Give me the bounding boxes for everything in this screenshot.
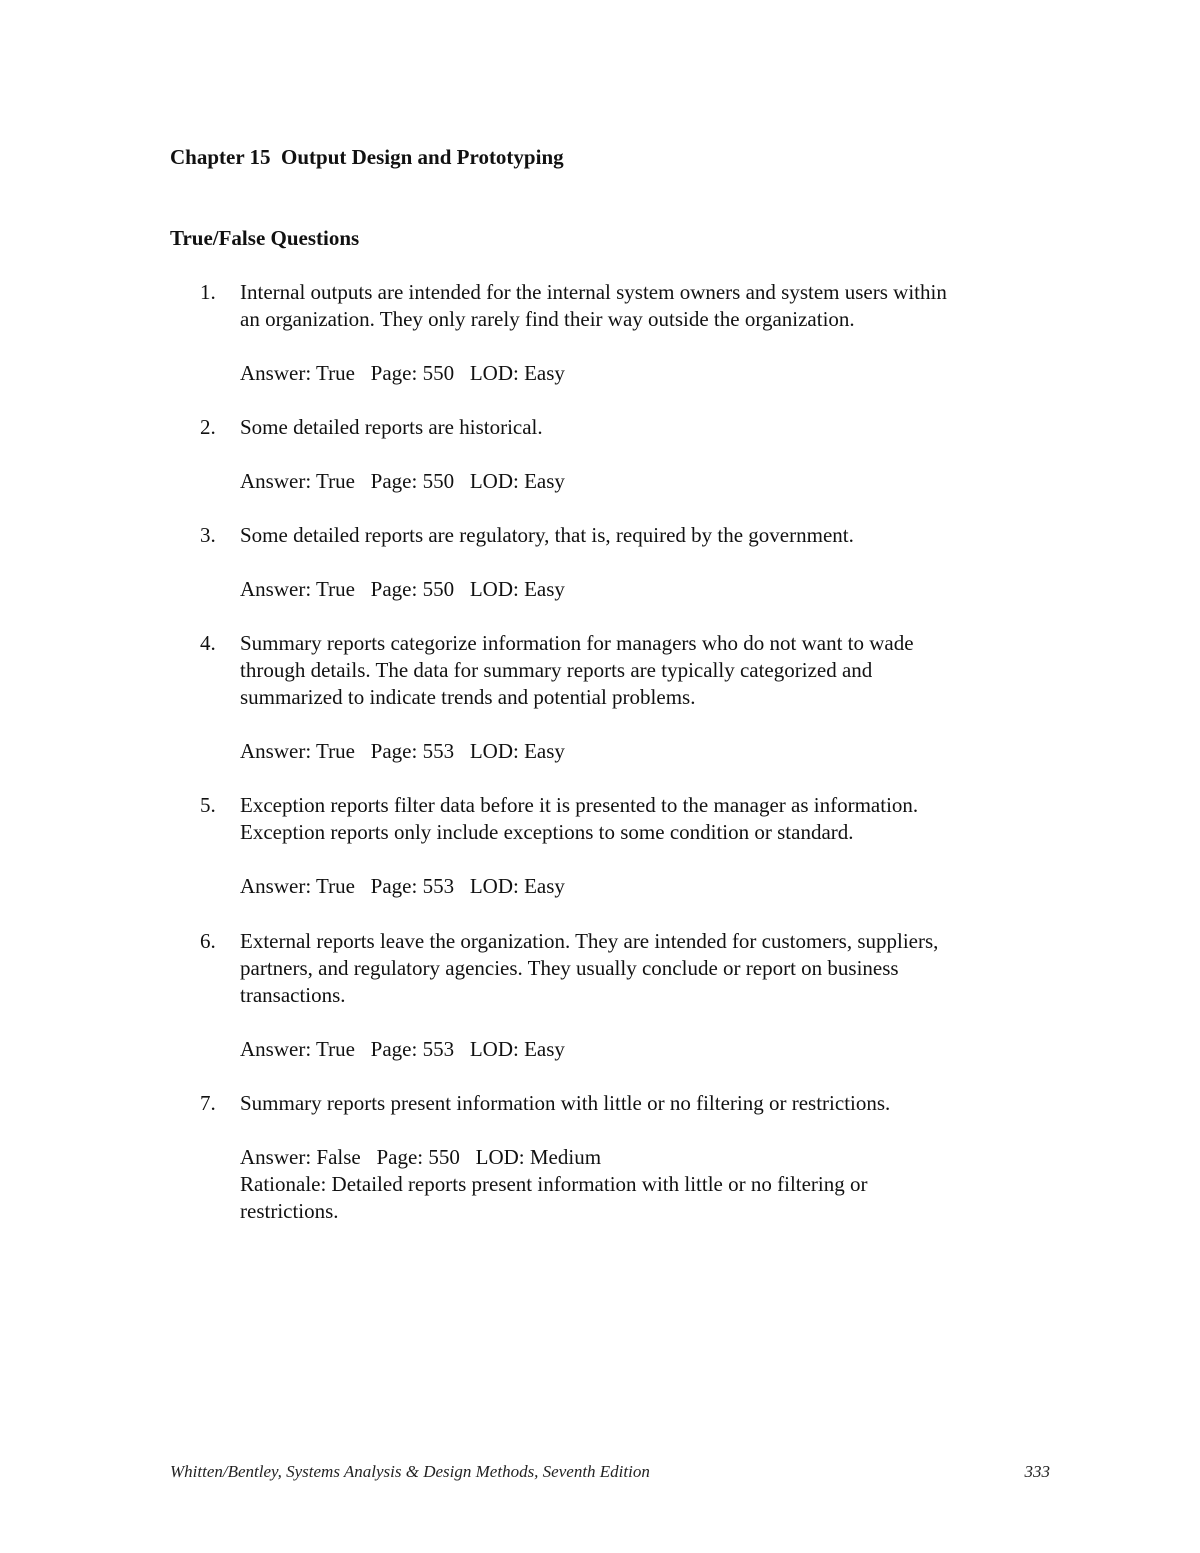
question-4 <box>170 630 1050 765</box>
question-number: 2. <box>200 415 216 439</box>
question-number: 4. <box>200 631 216 655</box>
question-number: 1. <box>200 280 216 304</box>
question-number: 3. <box>200 523 216 547</box>
question-text: Some detailed reports are historical. <box>240 415 543 439</box>
chapter-title: Chapter 15 Output Design and Prototyping <box>170 145 564 169</box>
question-text: Summary reports categorize information for managers who do not want to wade through details. The data for summary reports are typically categorized and summarized to indicate trends and potential problems. <box>240 631 914 709</box>
question-2 <box>170 414 1050 495</box>
question-text: External reports leave the organization. They are intended for customers, suppliers, partners, and regulatory agencies. They usually conclude or report on business transactions. <box>240 929 939 1007</box>
answer-line: Answer: True Page: 553 LOD: Easy <box>240 739 565 763</box>
footer-source: Whitten/Bentley, Systems Analysis & Design Methods, Seventh Edition <box>170 1462 650 1481</box>
answer-line: Answer: False Page: 550 LOD: Medium <box>240 1145 602 1169</box>
answer-line: Answer: True Page: 553 LOD: Easy <box>240 1037 565 1061</box>
question-5 <box>170 792 1050 900</box>
question-text: Exception reports filter data before it is presented to the manager as information. Exception reports only include exceptions to some condition or standard. <box>240 793 919 844</box>
question-7 <box>170 1090 1050 1225</box>
question-text: Internal outputs are intended for the internal system owners and system users within an organization. They only rarely find their way outside the organization. <box>240 280 947 331</box>
question-3 <box>170 522 1050 603</box>
answer-line: Answer: True Page: 550 LOD: Easy <box>240 469 565 493</box>
answer-line: Answer: True Page: 553 LOD: Easy <box>240 874 565 898</box>
answer-line: Answer: True Page: 550 LOD: Easy <box>240 577 565 601</box>
question-text: Summary reports present information with little or no filtering or restrictions. <box>240 1091 891 1115</box>
question-number: 6. <box>200 929 216 953</box>
rationale-text: Rationale: Detailed reports present information with little or no filtering or restrictions. <box>240 1172 868 1223</box>
section-title: True/False Questions <box>170 226 360 250</box>
question-text: Some detailed reports are regulatory, that is, required by the government. <box>240 523 854 547</box>
question-6 <box>170 928 1050 1063</box>
question-1 <box>170 279 1050 387</box>
answer-line: Answer: True Page: 550 LOD: Easy <box>240 361 565 385</box>
footer-page-number: 333 <box>1024 1462 1050 1481</box>
question-number: 7. <box>200 1091 216 1115</box>
question-number: 5. <box>200 793 216 817</box>
